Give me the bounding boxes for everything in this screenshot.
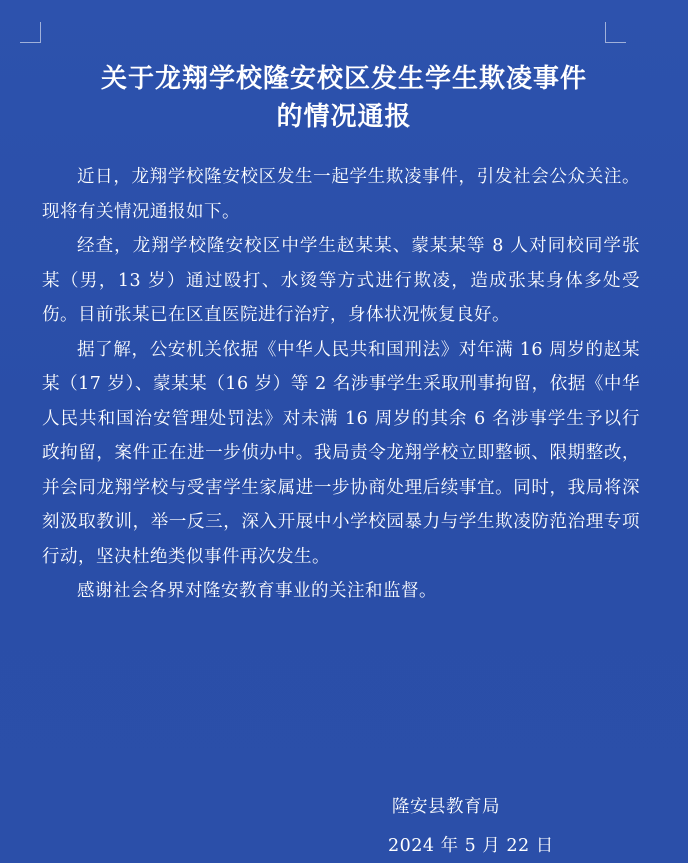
crop-mark-top-right <box>605 22 626 43</box>
document-title-line2: 的情况通报 <box>276 102 412 132</box>
document-body <box>42 160 640 609</box>
paragraph-1: 近日，龙翔学校隆安校区发生一起学生欺凌事件，引发社会公众关注。现将有关情况通报如下。 <box>42 167 640 222</box>
paragraph-4: 感谢社会各界对隆安教育事业的关注和监督。 <box>77 581 437 601</box>
paragraph-3: 据了解，公安机关依据《中华人民共和国刑法》对年满 16 周岁的赵某某（17 岁）、蒙某某（16 岁）等 2 名涉事学生采取刑事拘留，依据《中华人民共和国治安管理处罚法》对未满 16 周岁的其余 6 名涉事学生予以行政拘留，案件正在进一步侦办中。我局责令龙翔学校立即整顿、限期整改，并会同龙翔学校与受害学生家属进一步协商处理后续事宜。同时，我局将深刻汲取教训，举一反三，深入开展中小学校园暴力与学生欺凌防范治理专项行动，坚决杜绝类似事件再次发生。 <box>42 339 640 567</box>
document-title-line1: 关于龙翔学校隆安校区发生学生欺凌事件 <box>100 64 587 94</box>
crop-mark-top-left <box>20 22 41 43</box>
paragraph-2: 经查，龙翔学校隆安校区中学生赵某某、蒙某某等 8 人对同校同学张某（男，13 岁）通过殴打、水烫等方式进行欺凌，造成张某身体多处受伤。目前张某已在区直医院进行治疗，身体状况恢复良好。 <box>42 236 640 325</box>
signature-date: 2024 年 5 月 22 日 <box>388 836 554 856</box>
signature-organization: 隆安县教育局 <box>392 797 500 817</box>
